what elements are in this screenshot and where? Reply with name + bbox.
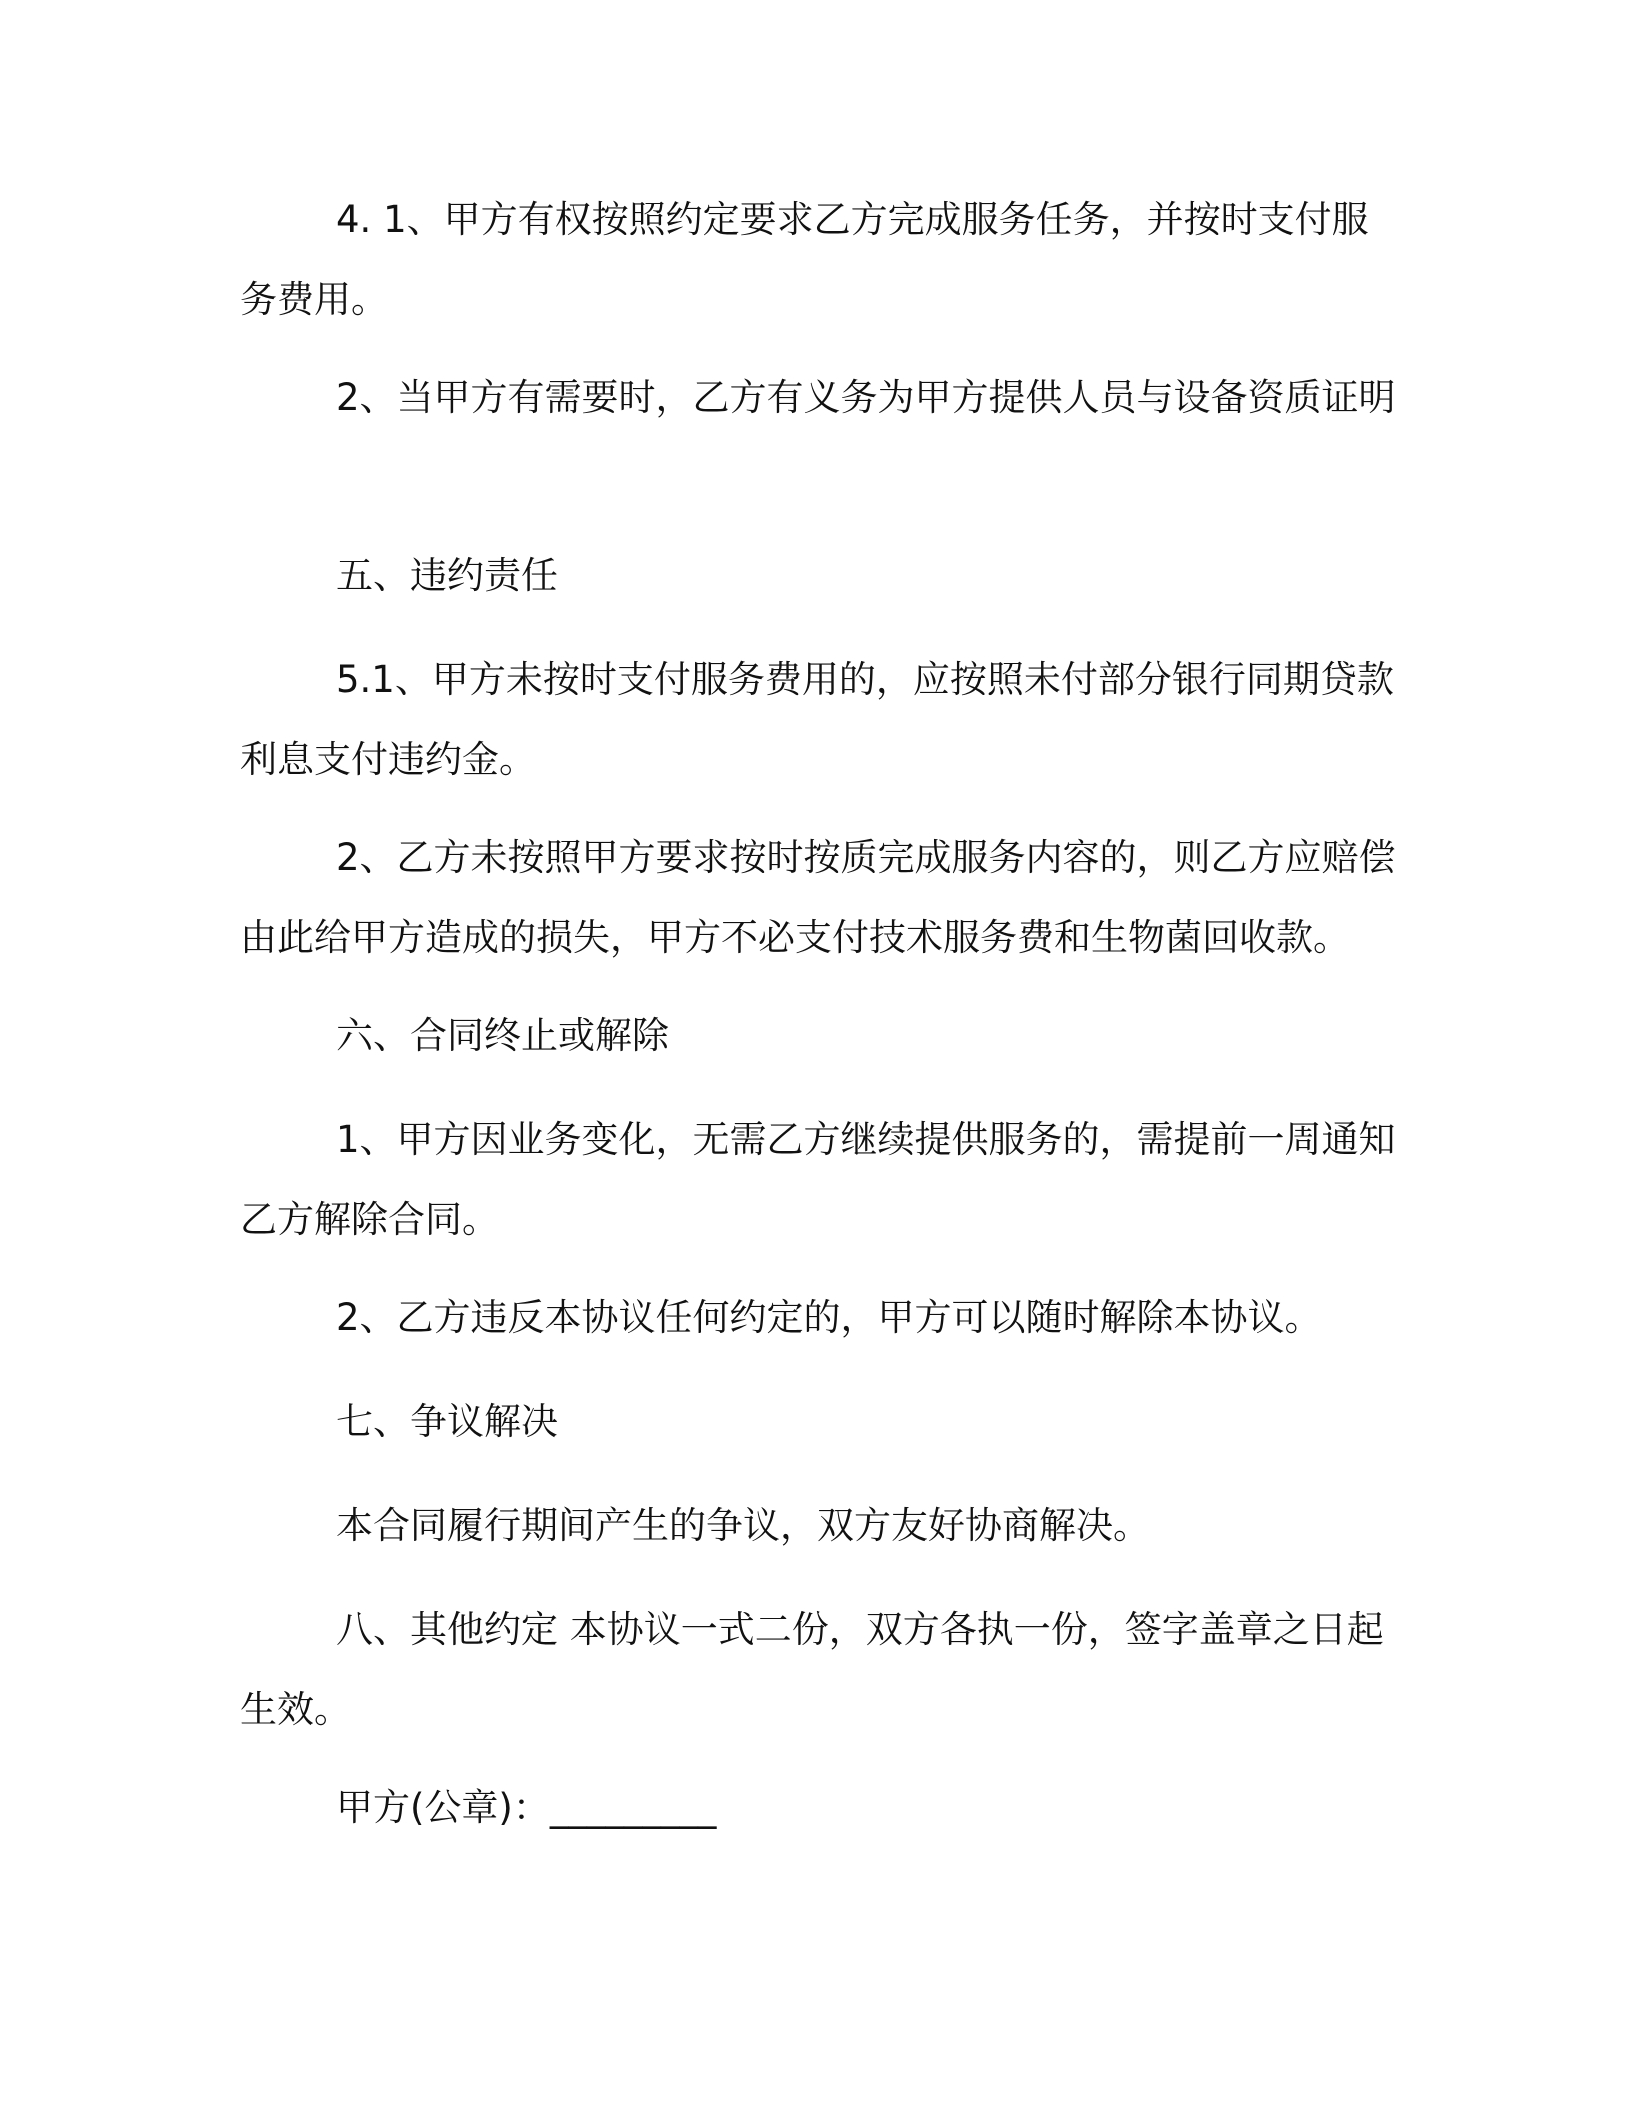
party-a-signature-line: 甲方(公章)：_________ (336, 1786, 717, 1829)
clause-4-2: 2、当甲方有需要时，乙方有义务为甲方提供人员与设备资质证明 (336, 376, 1396, 419)
clause-5-2: 2、乙方未按照甲方要求按时按质完成服务内容的，则乙方应赔偿由此给甲方造成的损失，甲方不必支付技术服务费和生物菌回收款。 (240, 836, 1396, 959)
section-heading-termination: 六、合同终止或解除 (336, 1014, 669, 1057)
clause-6-2: 2、乙方违反本协议任何约定的，甲方可以随时解除本协议。 (336, 1296, 1322, 1339)
clause-7-text: 本合同履行期间产生的争议，双方友好协商解决。 (336, 1504, 1150, 1547)
section-other-terms: 八、其他约定 本协议一式二份，双方各执一份，签字盖章之日起生效。 (240, 1608, 1384, 1731)
section-heading-dispute: 七、争议解决 (336, 1400, 558, 1443)
section-heading-breach: 五、违约责任 (336, 554, 558, 597)
clause-5-1: 5.1、甲方未按时支付服务费用的，应按照未付部分银行同期贷款利息支付违约金。 (240, 658, 1394, 781)
clause-4-1: 4. 1、甲方有权按照约定要求乙方完成服务任务，并按时支付服务费用。 (240, 198, 1369, 321)
clause-6-1: 1、甲方因业务变化，无需乙方继续提供服务的，需提前一周通知乙方解除合同。 (240, 1118, 1396, 1241)
